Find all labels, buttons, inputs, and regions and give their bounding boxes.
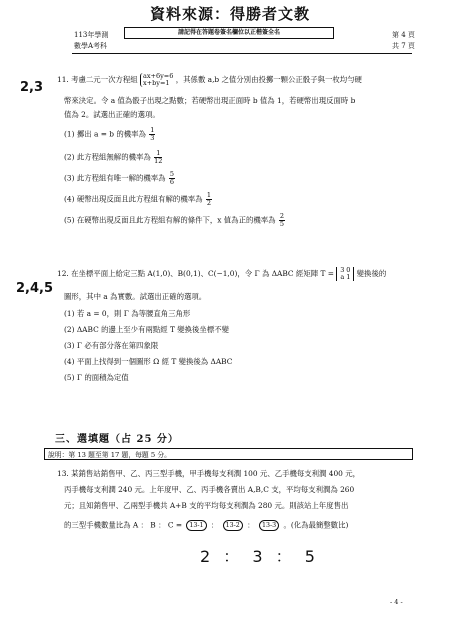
q11-intro-after: ，其係數 a,b 之值分別由投擲一顆公正骰子與一枚均勻硬 <box>175 75 362 84</box>
page-number: 第 4 頁 <box>392 31 415 39</box>
q11-equation-system <box>140 73 173 87</box>
q13-number: 13. <box>57 469 69 478</box>
handwritten-source-title: 資料來源：得勝者文教 <box>150 5 311 23</box>
instruction-box: 請記得在答題卷簽名欄位以正楷簽全名 <box>124 27 334 39</box>
q11-margin-note: 2,3 <box>20 80 44 95</box>
q12-option-3: (3) Γ 必有部分落在第四象限 <box>64 341 159 350</box>
section-note: 說明：第 13 題至第 17 題，每題 5 分。 <box>44 448 413 460</box>
q11-stem <box>57 73 362 87</box>
q12-intro-after: 變換後的 <box>356 269 387 278</box>
q12-option-2: (2) ΔABC 的邊上至少有兩點經 T 變換後坐標不變 <box>64 325 229 334</box>
q13-handwritten-answer: 2 ： 3 ： 5 <box>200 547 319 566</box>
q11-eq2: x+by=1 <box>143 79 170 87</box>
answer-box-13-1: 13-1 <box>186 520 206 531</box>
q11-option-2-fraction: $\frac{1}{12}$ <box>154 149 163 165</box>
q11-option-1: (1) 擲出 a = b 的機率為 $\frac{1}{3}$ <box>64 126 155 142</box>
q11-line2: 幣來決定。令 a 值為骰子出現之點數；若硬幣出現正面時 b 值為 1，若硬幣出現反面時 b <box>64 96 356 105</box>
q13-line2: 丙手機每支利潤 240 元。上年度甲、乙、丙手機各賣出 A,B,C 支，平均每支利潤為 260 <box>64 485 355 494</box>
q11-number: 11. <box>57 75 69 84</box>
q13-line4: 的三型手機數量比為 A ： B ： C = 13-1 ： 13-2 ： 13-3 。(化為最簡整數比) <box>64 520 349 530</box>
q12-option-1: (1) 若 a = 0，則 Γ 為等腰直角三角形 <box>64 309 191 318</box>
q11-intro: 考慮二元一次方程組 <box>71 75 138 84</box>
answer-box-13-2: 13-2 <box>223 520 243 531</box>
section-title: 三、選填題（占 25 分） <box>55 434 179 445</box>
q11-option-1-fraction: $\frac{1}{3}$ <box>150 126 155 142</box>
q12-matrix: 3 0 a 1 <box>336 267 354 281</box>
q12-stem <box>57 267 386 281</box>
q11-option-4: (4) 硬幣出現反面且此方程組有解的機率為 $\frac{1}{2}$ <box>64 191 211 207</box>
q11-line3: 值為 2。試選出正確的選項。 <box>64 110 160 119</box>
q11-option-3-fraction: $\frac{5}{6}$ <box>169 170 175 186</box>
q12-number: 12. <box>57 269 69 278</box>
q12-line2: 圖形，其中 a 為實數。試選出正確的選項。 <box>64 292 207 301</box>
q12-margin-note: 2,4,5 <box>16 281 54 296</box>
exam-subject: 數學A考科 <box>74 42 108 50</box>
q11-option-5-fraction: $\frac{2}{5}$ <box>279 212 285 228</box>
total-pages: 共 7 頁 <box>392 42 415 50</box>
answer-box-13-3: 13-3 <box>259 520 279 531</box>
q12-option-5: (5) Γ 的面積為定值 <box>64 373 129 382</box>
header-rule <box>72 53 412 54</box>
footer-page-mark: - 4 - <box>390 598 403 606</box>
q11-eq1: ax+6y=6 <box>143 72 174 80</box>
q11-option-2: (2) 此方程組無解的機率為 $\frac{1}{12}$ <box>64 149 163 165</box>
q12-intro: 在坐標平面上給定三點 A(1,0)、B(0,1)、C(−1,0)，令 Γ 為 ΔABC 經矩陣 T = <box>71 269 334 278</box>
q11-option-3: (3) 此方程組有唯一解的機率為 $\frac{5}{6}$ <box>64 170 175 186</box>
q13-line1: 13. 某銷售站銷售甲、乙、丙三型手機，甲手機每支利潤 100 元、乙手機每支利潤 400 元， <box>57 469 361 478</box>
q13-line3: 元；且知銷售甲、乙兩型手機共 A+B 支的平均每支利潤為 280 元。則該站上年度售出 <box>64 501 349 510</box>
q11-option-4-fraction: $\frac{1}{2}$ <box>206 191 211 207</box>
q12-option-4: (4) 平面上找得到一個圖形 Ω 經 T 變換後為 ΔABC <box>64 357 233 366</box>
q11-option-5: (5) 在硬幣出現反面且此方程組有解的條件下，x 值為正的機率為 $\frac{2}{5}$ <box>64 212 285 228</box>
exam-year: 113年學測 <box>74 31 109 39</box>
